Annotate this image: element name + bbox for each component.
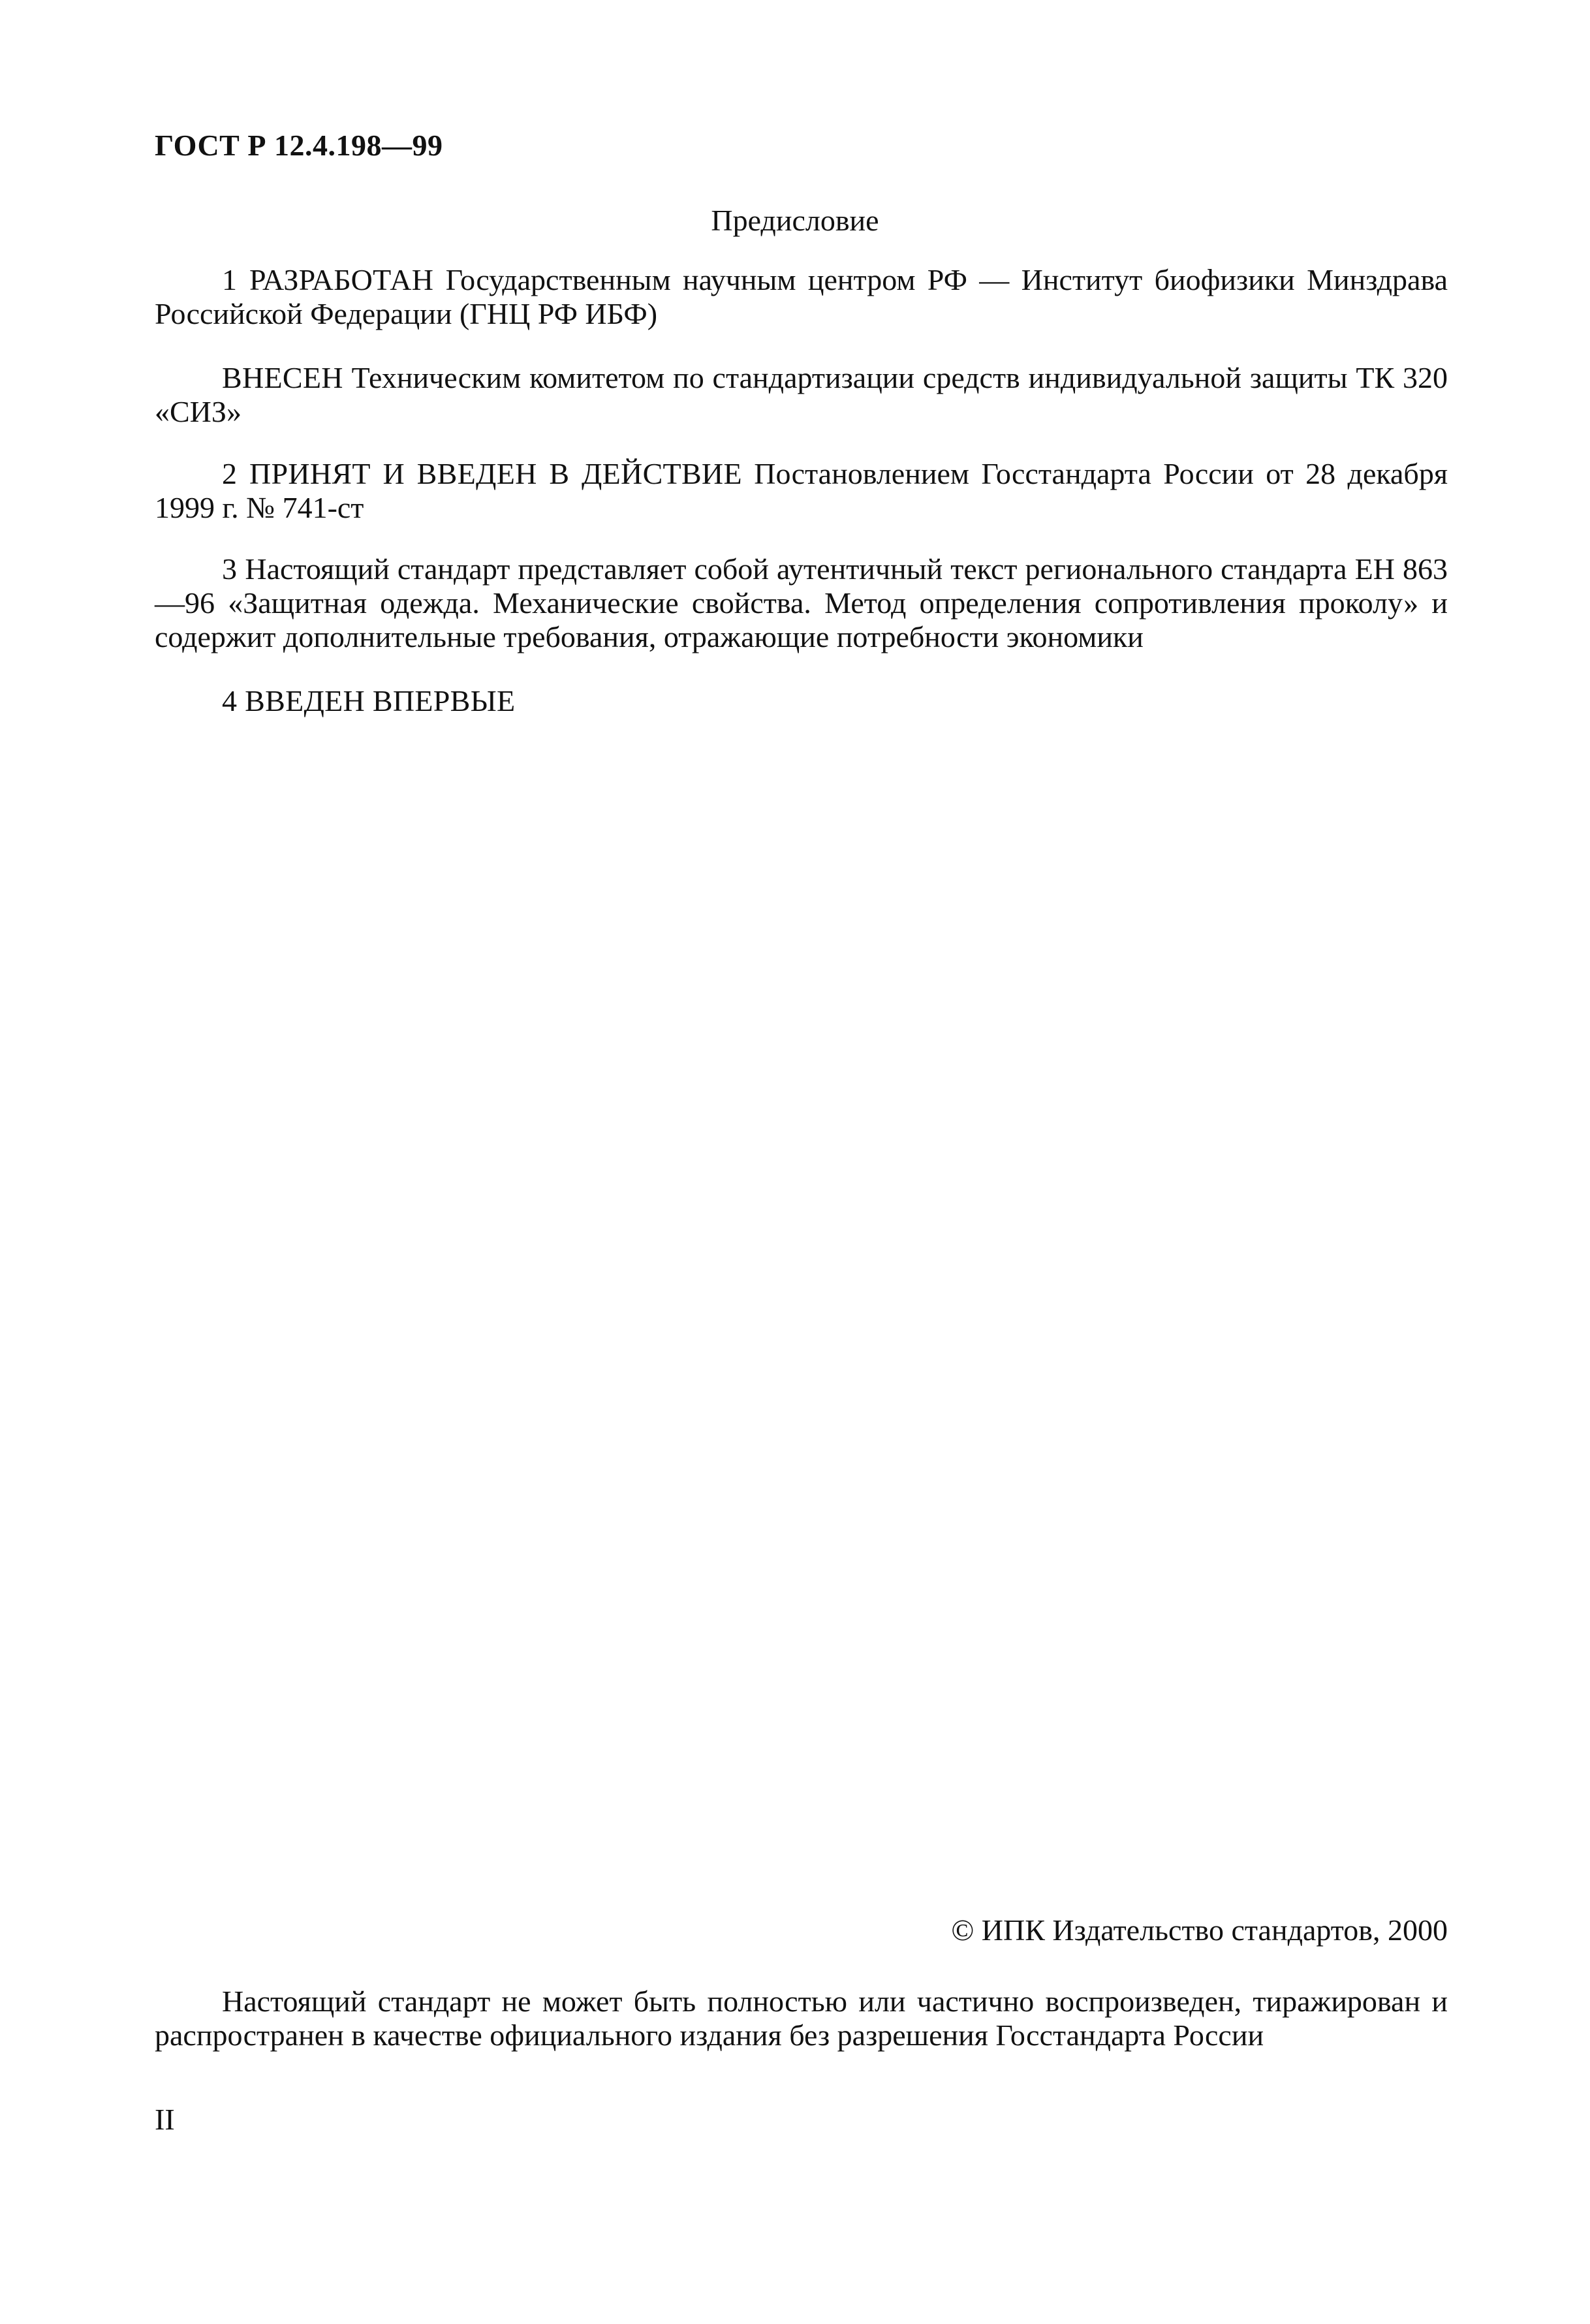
- paragraph-text: Государственным научным центром РФ — Институт биофизики Минздрава Российской Федерации (ГНЦ РФ ИБФ): [155, 263, 1448, 330]
- paragraph-lead: 2 ПРИНЯТ И ВВЕДЕН В ДЕЙСТВИЕ: [222, 457, 742, 490]
- reproduction-notice: Настоящий стандарт не может быть полностью или частично воспроизведен, тиражирован и распространен в качестве официального издания без разрешения Госстандарта России: [155, 1985, 1448, 2052]
- paragraph-lead: 4 ВВЕДЕН ВПЕРВЫЕ: [222, 684, 516, 717]
- paragraph-lead: 3: [222, 552, 238, 586]
- paragraph-lead: 1 РАЗРАБОТАН: [222, 263, 434, 296]
- foreword-title-row: [0, 203, 1590, 238]
- foreword-paragraph-first-introduced: [155, 684, 1448, 718]
- paragraph-text: Техническим комитетом по стандартизации средств индивидуальной защиты ТК 320 «СИЗ»: [155, 361, 1448, 428]
- foreword-title: Предисловие: [711, 204, 879, 237]
- foreword-paragraph-adopted: [155, 457, 1448, 525]
- foreword-paragraph-authentic-text: [155, 552, 1448, 654]
- page-number: II: [155, 2103, 175, 2136]
- foreword-paragraph-developed: [155, 263, 1448, 331]
- standard-code-header: ГОСТ Р 12.4.198—99: [155, 129, 443, 162]
- paragraph-lead: ВНЕСЕН: [222, 361, 343, 394]
- paragraph-text: Постановлением Госстандарта России от 28 декабря 1999 г. № 741-ст: [155, 457, 1448, 524]
- paragraph-text: Настоящий стандарт представляет собой аутентичный текст регионального стандарта ЕН 863—96 «Защитная одежда. Механические свойства. Метод определения сопротивления проколу» и содержит дополнительные требования, отражающие потребности экономики: [155, 552, 1448, 653]
- copyright-line: © ИПК Издательство стандартов, 2000: [951, 1913, 1448, 1947]
- foreword-paragraph-introduced: [155, 361, 1448, 429]
